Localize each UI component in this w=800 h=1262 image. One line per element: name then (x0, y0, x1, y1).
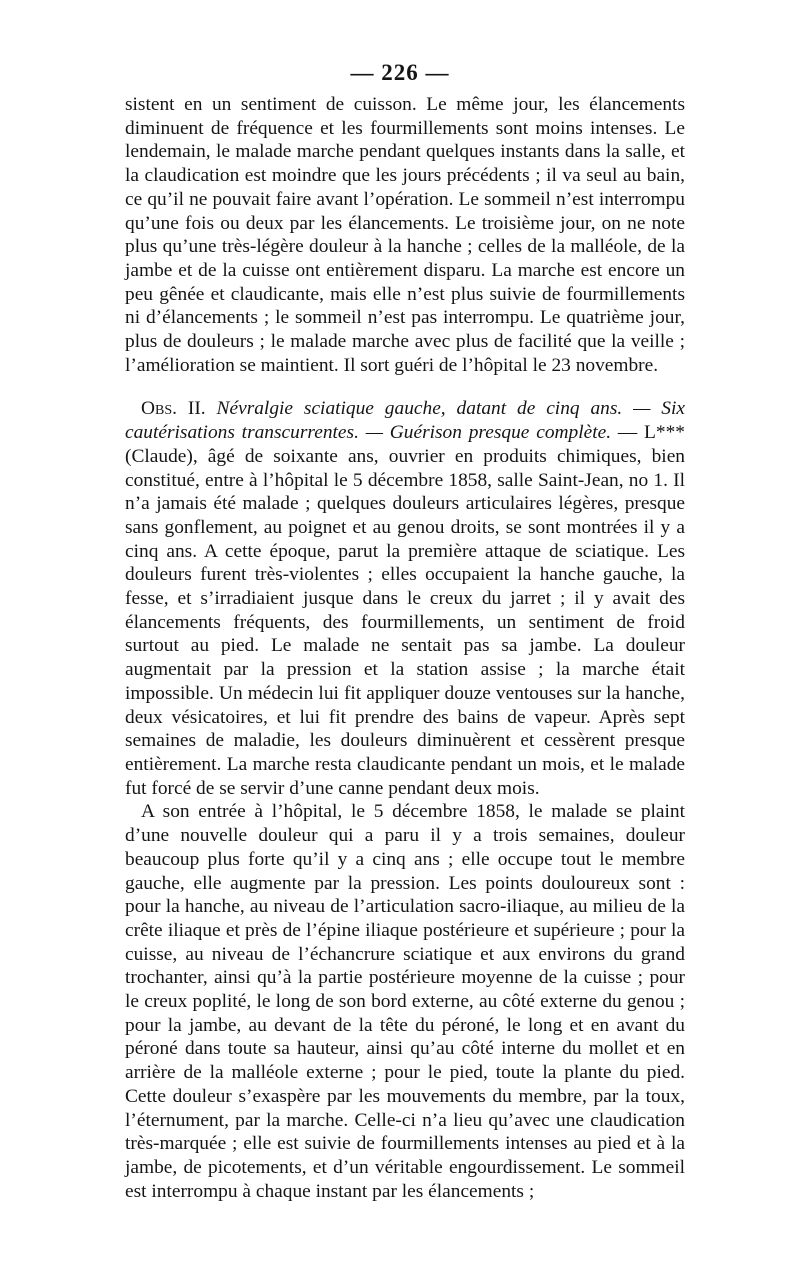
body-text (125, 93, 685, 1203)
paragraph-continued: sistent en un sentiment de cuisson. Le même jour, les élancements diminuent de fréquence et les fourmillements sont moins intenses. Le lendemain, le malade marche pendant quelques instants dans la salle, et la claudication est moindre que les jours précédents ; il va seul au bain, ce qu’il ne pouvait faire avant l’opération. Le sommeil n’est interrompu qu’une fois ou deux par les élancements. Le troisième jour, on ne note plus qu’une très-légère douleur à la hanche ; celles de la malléole, de la jambe et de la cuisse ont entièrement disparu. La marche est encore un peu gênée et claudicante, mais elle n’est plus suivie de fourmillements ni d’élancements ; le sommeil n’est pas interrompu. Le quatrième jour, plus de douleurs ; le malade marche avec plus de facilité que la veille ; l’amélioration se maintient. Il sort guéri de l’hôpital le 23 novembre. (125, 94, 685, 376)
observation-paragraph (125, 397, 685, 800)
page-number: — 226 — (350, 60, 450, 85)
observation-title: Névralgie sciatique gauche, datant de cinq ans. — Six cautérisations transcurrentes. — Guérison presque complète. (125, 398, 685, 444)
observation-label: Obs. II. (141, 398, 206, 420)
paragraph-admission: A son entrée à l’hôpital, le 5 décembre 1858, le malade se plaint d’une nouvelle douleur qui a paru il y a trois semaines, douleur beaucoup plus forte qu’il y a cinq ans ; elle occupe tout le membre gauche, elle augmente par la pression. Les points douloureux sont : pour la hanche, au niveau de l’articulation sacro-iliaque, au milieu de la crête iliaque et près de l’épine iliaque postérieure et supérieure ; pour la cuisse, au niveau de l’échancrure sciatique et aux environs du grand trochanter, ainsi qu’à la partie postérieure moyenne de la cuisse ; pour le creux poplité, le long de son bord externe, au côté externe du genou ; pour la jambe, au devant de la tête du péroné, le long et en avant du péroné dans toute sa hauteur, ainsi qu’au côté interne du mollet et en arrière de la malléole externe ; pour le pied, toute la plante du pied. Cette douleur s’exaspère par les mouvements du membre, par la toux, l’éternument, par la marche. Celle-ci n’a lieu qu’avec une claudication très-marquée ; elle est suivie de fourmillements intenses au pied et à la jambe, de picotements, et d’un véritable engourdissement. Le sommeil est interrompu à chaque instant par les élancements ; (125, 801, 685, 1202)
observation-text: — L*** (Claude), âgé de soixante ans, ouvrier en produits chimiques, bien constitué, entre à l’hôpital le 5 décembre 1858, salle Saint-Jean, no 1. Il n’a jamais été malade ; quelques douleurs articulaires légères, presque sans gonflement, au poignet et au genou droits, se sont montrées il y a cinq ans. A cette époque, parut la première attaque de sciatique. Les douleurs furent très-violentes ; elles occupaient la hanche gauche, la fesse, et s’irradiaient jusque dans le creux du jarret ; il y avait des élancements fréquents, des fourmillements, un sentiment de froid surtout au pied. Le malade ne sentait pas sa jambe. La douleur augmentait par la pression et la station assise ; la marche était impossible. Un médecin lui fit appliquer douze ventouses sur la hanche, deux vésicatoires, et lui fit prendre des bains de vapeur. Après sept semaines de maladie, les douleurs diminuèrent et cessèrent presque entièrement. La marche resta claudicante pendant un mois, et le malade fut forcé de se servir d’une canne pendant deux mois. (125, 422, 685, 799)
